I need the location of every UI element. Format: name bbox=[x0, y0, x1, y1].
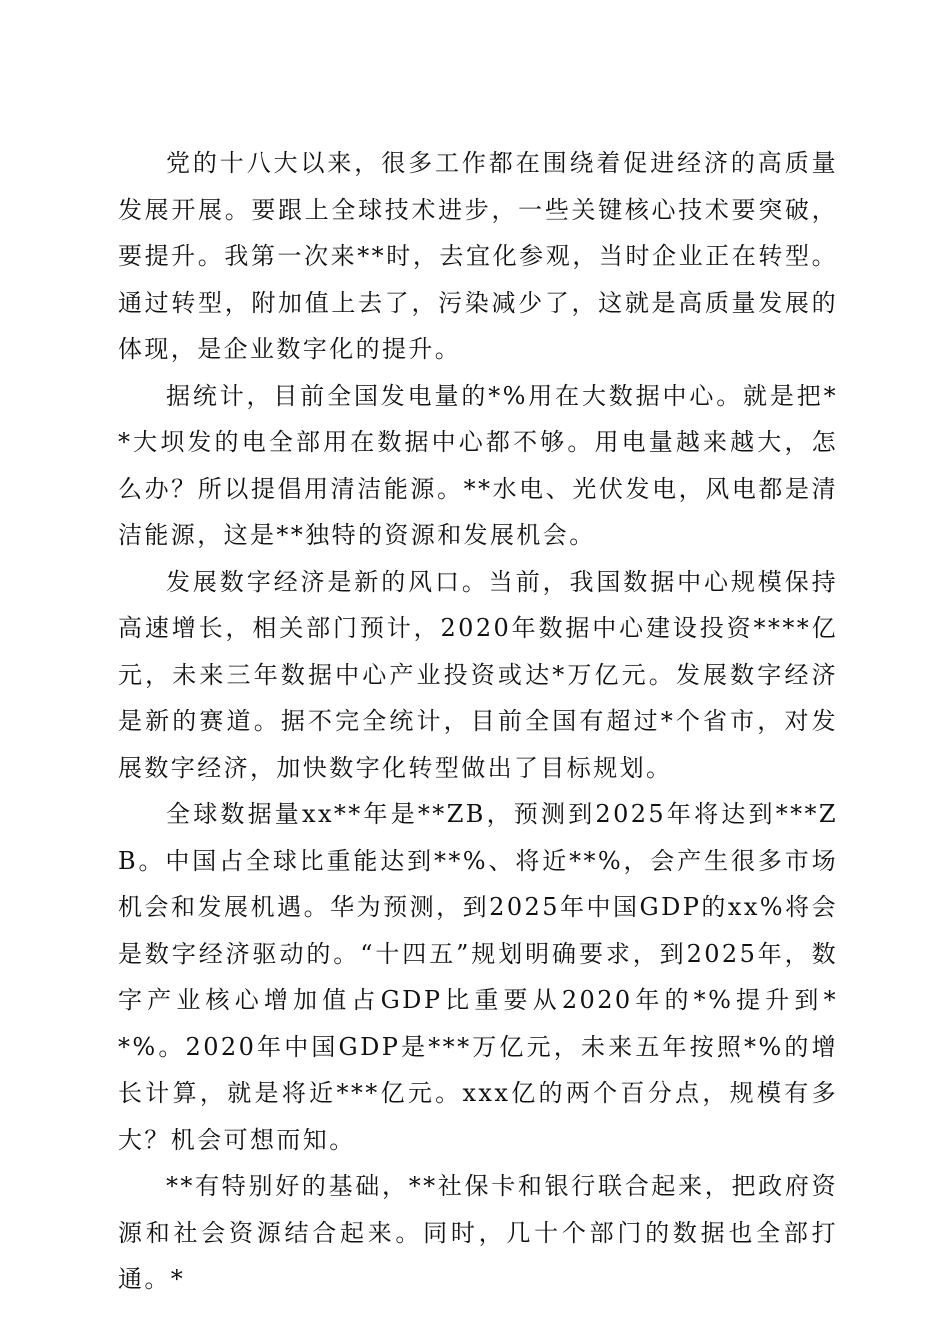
paragraph-3: 发展数字经济是新的风口。当前，我国数据中心规模保持高速增长，相关部门预计，2020年数据中心建设投资****亿元，未来三年数据中心产业投资或达*万亿元。发展数字经济是新的赛道。据不完全统计，目前全国有超过*个省市，对发展数字经济，加快数字化转型做出了目标规划。 bbox=[118, 567, 838, 782]
paragraph-1: 党的十八大以来，很多工作都在围绕着促进经济的高质量发展开展。要跟上全球技术进步，一些关键核心技术要突破，要提升。我第一次来**时，去宜化参观，当时企业正在转型。通过转型，附加值上去了，污染减少了，这就是高质量发展的体现，是企业数字化的提升。 bbox=[118, 149, 838, 363]
document-body bbox=[118, 140, 838, 1303]
paragraph-2: 据统计，目前全国发电量的*%用在大数据中心。就是把**大坝发的电全部用在数据中心都不够。用电量越来越大，怎么办？所以提倡用清洁能源。**水电、光伏发电，风电都是清洁能源，这是**独特的资源和发展机会。 bbox=[118, 381, 838, 549]
paragraph-5: **有特别好的基础，**社保卡和银行联合起来，把政府资源和社会资源结合起来。同时，几十个部门的数据也全部打通。* bbox=[118, 1172, 838, 1293]
paragraph-4: 全球数据量xx**年是**ZB，预测到2025年将达到***ZB。中国占全球比重能达到**%、将近**%，会产生很多市场机会和发展机遇。华为预测，到2025年中国GDP的xx%将会是数字经济驱动的。“十四五”规划明确要求，到2025年，数字产业核心增加值占GDP比重要从2020年的*%提升到**%。2020年中国GDP是***万亿元，未来五年按照*%的增长计算，就是将近***亿元。xxx亿的两个百分点，规模有多大？机会可想而知。 bbox=[118, 800, 838, 1154]
